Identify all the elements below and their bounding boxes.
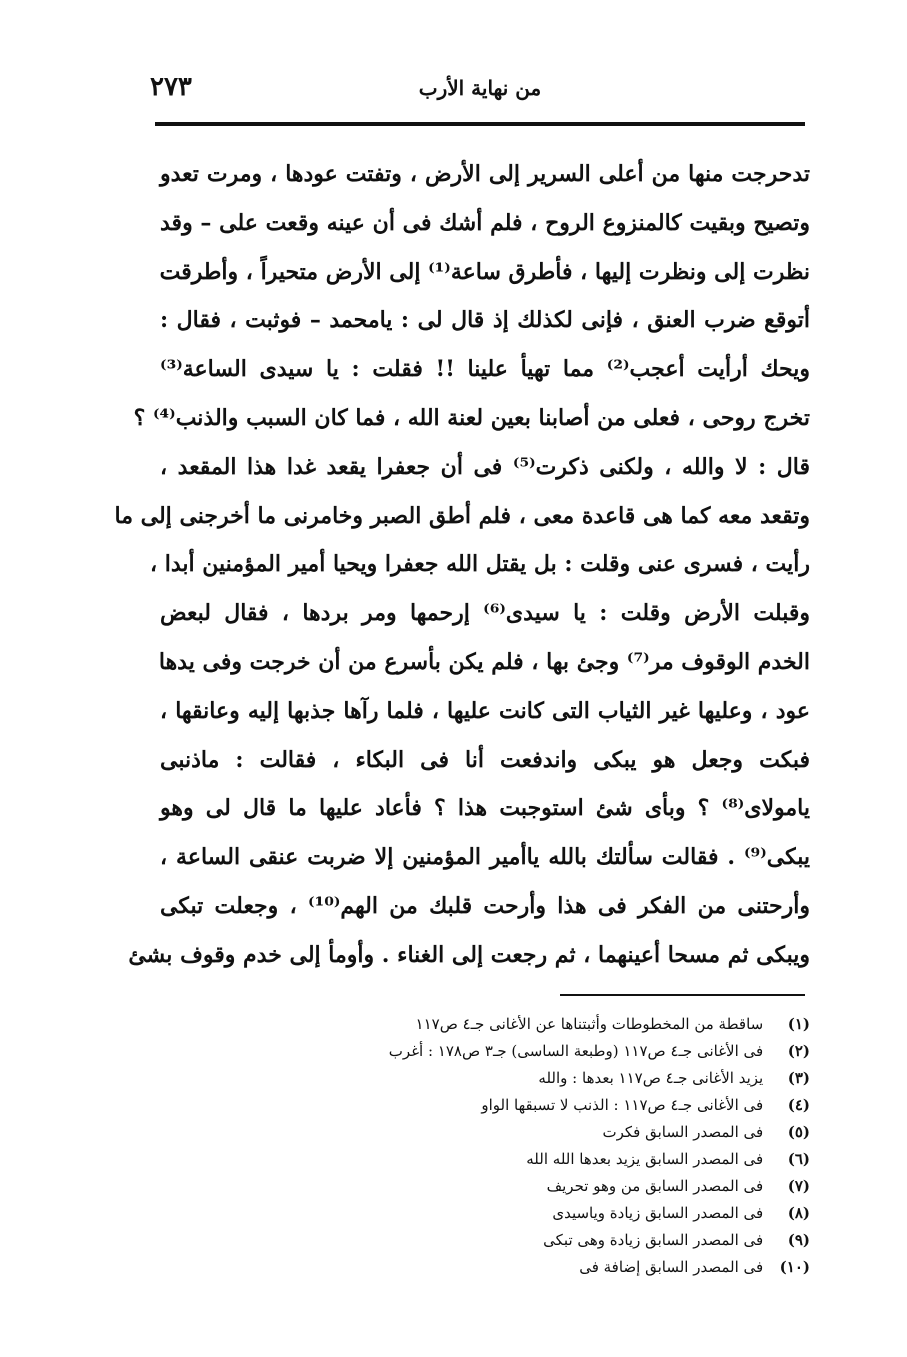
footnote-text: فى المصدر السابق إضافة فى xyxy=(579,1258,764,1276)
page-header xyxy=(150,68,805,118)
text-line: أتوقع ضرب العنق ، فإنى لكذلك إذ قال لى : يامحمد – فوثبت ، فقال : xyxy=(160,307,810,334)
footnote-number: (٣) xyxy=(787,1069,810,1087)
footnote xyxy=(300,1227,810,1254)
footnote-number: (٩) xyxy=(787,1231,810,1249)
footnote-number: (٦) xyxy=(787,1150,810,1168)
footnote-number: (٧) xyxy=(787,1177,810,1195)
text-line: ويحك أرأيت أعجب⁽²⁾ مما تهيأ علينا !! فقلت : يا سيدى الساعة⁽³⁾ xyxy=(160,356,810,383)
text-line: نظرت إلى ونظرت إليها ، فأطرق ساعة⁽¹⁾ إلى الأرض متحيراً ، وأطرقت xyxy=(159,258,810,285)
footnote-number: (١) xyxy=(787,1015,810,1033)
footnote-number: (٥) xyxy=(787,1123,810,1141)
footnote xyxy=(300,1200,810,1227)
footnote-text: فى المصدر السابق زيادة وهى تبكى xyxy=(543,1231,764,1249)
text-line: وأرحتنى من الفكر فى هذا وأرحت قلبك من الهم⁽¹⁰⁾ ، وجعلت تبكى xyxy=(160,892,810,919)
footnote-text: يزيد الأغانى جـ٤ ص١١٧ بعدها : والله xyxy=(538,1069,764,1087)
footnote xyxy=(300,1254,810,1281)
footnote-text: فى المصدر السابق فكرت xyxy=(602,1123,764,1141)
running-title: من نهاية الأرب xyxy=(418,76,542,100)
text-line: تخرج روحى ، فعلى من أصابنا بعين لعنة الله ، فما كان السبب والذنب⁽⁴⁾ ؟ xyxy=(133,404,810,431)
footnote xyxy=(300,1092,810,1119)
text-line: ويبكى ثم مسحا أعينهما ، ثم رجعت إلى الغناء . وأومأ إلى خدم وقوف بشئ xyxy=(128,941,810,968)
footnote-number: (٢) xyxy=(787,1042,810,1060)
text-line: تدحرجت منها من أعلى السرير إلى الأرض ، وتفتت عودها ، ومرت تعدو xyxy=(160,161,810,187)
text-line: الخدم الوقوف مر⁽⁷⁾ وجئ بها ، فلم يكن بأسرع من أن خرجت وفى يدها xyxy=(158,648,810,675)
footnote-rule xyxy=(560,994,805,996)
footnote-text: فى الأغانى جـ٤ ص١١٧ : الذنب لا تسبقها الواو xyxy=(481,1096,764,1114)
footnote xyxy=(300,1146,810,1173)
footnote xyxy=(300,1119,810,1146)
footnote-text: فى الأغانى جـ٤ ص١١٧ (وطبعة الساسى) جـ٣ ص١٧٨ : أغرب xyxy=(388,1042,764,1060)
footnote-number: (٤) xyxy=(787,1096,810,1114)
page-number: ٢٧٣ xyxy=(150,72,192,102)
text-line: يبكى⁽⁹⁾ . فقالت سألتك بالله ياأمير المؤمنين إلا ضربت عنقى الساعة ، xyxy=(160,844,810,871)
footnote-number: (١٠) xyxy=(779,1258,810,1276)
text-line: وتصيح وبقيت كالمنزوع الروح ، فلم أشك فى أن عينه وقعت على – وقد xyxy=(160,209,810,236)
footnote-text: فى المصدر السابق زيادة وياسيدى xyxy=(552,1204,764,1222)
footnote xyxy=(300,1038,810,1065)
text-line: قال : لا والله ، ولكنى ذكرت⁽⁵⁾ فى أن جعفرا يقعد غدا هذا المقعد ، xyxy=(160,453,810,480)
footnote-text: فى المصدر السابق يزيد بعدها الله الله xyxy=(526,1150,764,1168)
footnote xyxy=(300,1065,810,1092)
footnotes xyxy=(300,1011,810,1281)
text-line: وقبلت الأرض وقلت : يا سيدى⁽⁶⁾ إرحمها ومر بردها ، فقال لبعض xyxy=(160,600,810,627)
footnote xyxy=(300,1173,810,1200)
footnote-text: ساقطة من المخطوطات وأثبتناها عن الأغانى جـ٤ ص١١٧ xyxy=(415,1015,764,1033)
footnote xyxy=(300,1011,810,1038)
footnote-text: فى المصدر السابق من وهو تحريف xyxy=(546,1177,764,1195)
text-line: فبكت وجعل هو يبكى واندفعت أنا فى البكاء ، فقالت : ماذنبى xyxy=(160,746,810,773)
footnote-number: (٨) xyxy=(787,1204,810,1222)
body-text xyxy=(114,150,810,980)
header-rule xyxy=(155,122,805,126)
text-line: رأيت ، فسرى عنى وقلت : بل يقتل الله جعفرا ويحيا أمير المؤمنين أبدا ، xyxy=(149,551,810,578)
text-line: وتقعد معه كما هى قاعدة معى ، فلم أطق الصبر وخامرنى ما أخرجنى إلى ما xyxy=(114,502,810,529)
text-line: يامولاى⁽⁸⁾ ؟ وبأى شئ استوجبت هذا ؟ فأعاد عليها ما قال لى وهو xyxy=(160,795,810,822)
text-line: عود ، وعليها غير الثياب التى كانت عليها ، فلما رآها جذبها إليه وعانقها ، xyxy=(160,697,810,724)
